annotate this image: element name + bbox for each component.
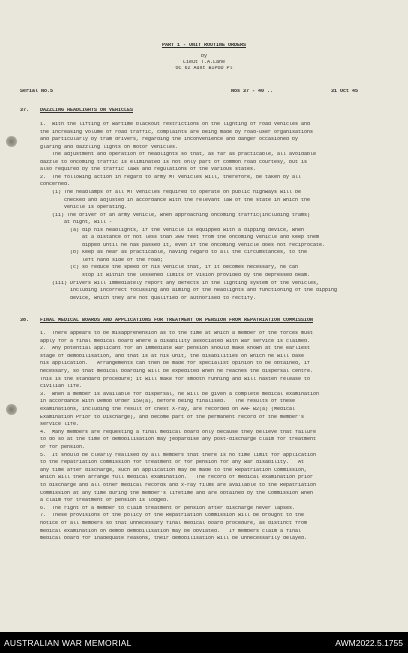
order-numbers: Nos 37 - 40 .. — [231, 89, 274, 94]
body-line: The adjustment and operation of headlights so that, as far as practicable, all avoidable — [40, 152, 317, 158]
punch-hole — [6, 136, 17, 147]
body-line: a claim for treatment or pension is lodged. — [40, 498, 170, 504]
body-line: in accordance with Demob Order 150(a), before being finalised. The results of these — [40, 399, 296, 405]
body-line: necessary, so that medical boarding will be expedited when he reaches the dispersal centre. — [40, 369, 314, 374]
body-line: (ii) The driver of an army vehicle, when approaching oncoming traffic(including trams) — [40, 212, 311, 218]
body-line: at night, will - — [40, 220, 113, 226]
body-line: or for pension. — [40, 445, 86, 450]
body-line: left hand side of the road; — [40, 257, 164, 263]
body-line: including incorrect focussing and aiming of the headlights and functioning of the dipping — [40, 288, 338, 294]
body-line: any time after discharge, such an application may be made to the Repatriation Commission, — [40, 467, 308, 473]
body-line: apply for a final medical board where a disability associated with war service is claimed. — [40, 338, 311, 344]
order-date: 31 Oct 45 — [331, 89, 359, 94]
body-line: device, which they are not qualified or authorised to rectify. — [40, 295, 257, 301]
footer-bar — [0, 632, 408, 653]
body-line: 3. When a member is available for dispersal, he will be given a complete medical examination — [40, 391, 320, 397]
body-line: and particularly by tram drivers, regarding the inconvenience and danger occasioned by — [40, 137, 299, 143]
body-line: 7. These provisions of the policy of the Repatriation Commission will be brought to the — [40, 513, 305, 519]
body-line: (iii) Drivers will immediately report any defects in the lighting system of the vehicles, — [40, 280, 320, 286]
archive-credit: AUSTRALIAN WAR MEMORIAL — [4, 638, 132, 648]
body-line: Commission at any time during the member's lifetime and are obtained by the Commission when — [40, 490, 314, 496]
body-line: 4. Many members are requesting a final medical board only because they believe that failure — [40, 429, 317, 435]
body-line: stage of demobilisation, and that is at his unit, the disabilities on which he will base — [40, 353, 305, 359]
body-line: 2. Any potential applicant for an immediate war pension should make known at the earliest — [40, 346, 311, 352]
archive-reference: AWM2022.5.1755 — [335, 638, 403, 648]
body-line: This is the standard procedure; it will make for smooth running and will hasten release to — [40, 376, 311, 382]
body-line: dazzle to oncoming traffic is eliminated is not only part of common road courtesy, but is — [40, 159, 308, 165]
body-line: which will then arrange full medical examination. The record of medical examination prior — [40, 475, 314, 481]
body-line: to do so at the time of demobilisation may jeopardise any post-discharge claim for treatment — [40, 437, 317, 443]
body-line: at a distance of not less than 300 feet from the oncoming vehicle and keep them — [40, 235, 320, 241]
section-title: FINAL MEDICAL BOARDS AND APPLICATIONS FOR TREATMENT OR PENSION FROM REPATRIATION COMMISSION — [40, 318, 314, 323]
body-line: 2. The following action in regard to army MT vehicles will, therefore, be taken by all — [40, 174, 302, 180]
body-line: the increasing volume of road traffic, complaints are being made by road-user organisations — [40, 129, 314, 135]
body-line: (b) keep as near as practicable, having regard to all the circumstances, to the — [40, 250, 308, 256]
document-title: PART 1 - UNIT ROUTINE ORDERS — [161, 43, 246, 48]
by-line: by — [200, 54, 207, 59]
body-line: also required by the traffic laws and regulations of the various states. — [40, 167, 257, 173]
punch-hole — [6, 404, 17, 415]
body-line: (i) The headlamps of all MT vehicles required to operate on public highways will be — [40, 189, 302, 195]
body-line: stop it within the lessened limits of vision provided by the depressed beam. — [40, 273, 311, 278]
body-line: medical examination on demob demobilisation may be obviated. If members claim a final — [40, 528, 302, 534]
body-line: service life. — [40, 422, 80, 428]
section-title: DAZZLING HEADLIGHTS ON VEHICLES — [40, 108, 134, 113]
body-line: civilian life. — [40, 384, 83, 390]
body-line: 5. It should be clearly realised by all members that there is no time limit for application — [40, 452, 317, 458]
body-line: glaring and dazzling lights on motor vehicles. — [40, 144, 179, 150]
serial-number: Serial No.5 — [20, 89, 54, 94]
body-line: 1. With the lifting of wartime blackout restrictions on the lighting of road vehicles and — [40, 122, 311, 127]
section-number: 38. — [20, 318, 30, 323]
body-line: notice of all members so that unnecessary final medical board procedure, as distinct from — [40, 521, 308, 526]
body-line: examinations, including the result of chest X-ray, are recorded on AAF B2(a) (Medical — [40, 407, 296, 412]
body-line: medical board for inadequate reasons, their demobilisation will be unnecessarily delayed. — [40, 536, 308, 542]
body-line: Examination Prior to Discharge), and become part of the permanent record of the member's — [40, 414, 305, 420]
body-line: dipped until he has passed it, even if the oncoming vehicle does not reciprocate. — [40, 242, 326, 248]
body-line: checked and adjusted in accordance with the relevant law of the state in which the — [40, 197, 311, 203]
body-line: vehicle is operating. — [40, 205, 128, 211]
unit-name: OC 62 Aust BIPOD Pl — [175, 66, 233, 71]
body-line: 1. There appears to be misapprehension as to the time at which a member of the forces must — [40, 331, 314, 336]
section-number: 37. — [20, 108, 30, 113]
body-line: to the repatriation commission for treatment or for pension for any war disability. At — [40, 460, 305, 466]
body-line: 6. The right of a member to claim treatment or pension after discharge never lapses. — [40, 505, 296, 511]
body-line: his application. Arrangements can then be made for specialist opinion to be obtained, if — [40, 361, 311, 367]
officer-name: Lieut T.A.Lane — [182, 60, 225, 65]
body-line: (a) dip his headlights, if the vehicle is equipped with a dipping device, when — [40, 227, 305, 233]
body-line: (c) so reduce the speed of his vehicle that, if it becomes necessary, he can — [40, 265, 299, 271]
body-line: concerned. — [40, 182, 71, 188]
body-line: to discharge and all other medical records and x-ray films are available to the Repatriation — [40, 483, 317, 488]
